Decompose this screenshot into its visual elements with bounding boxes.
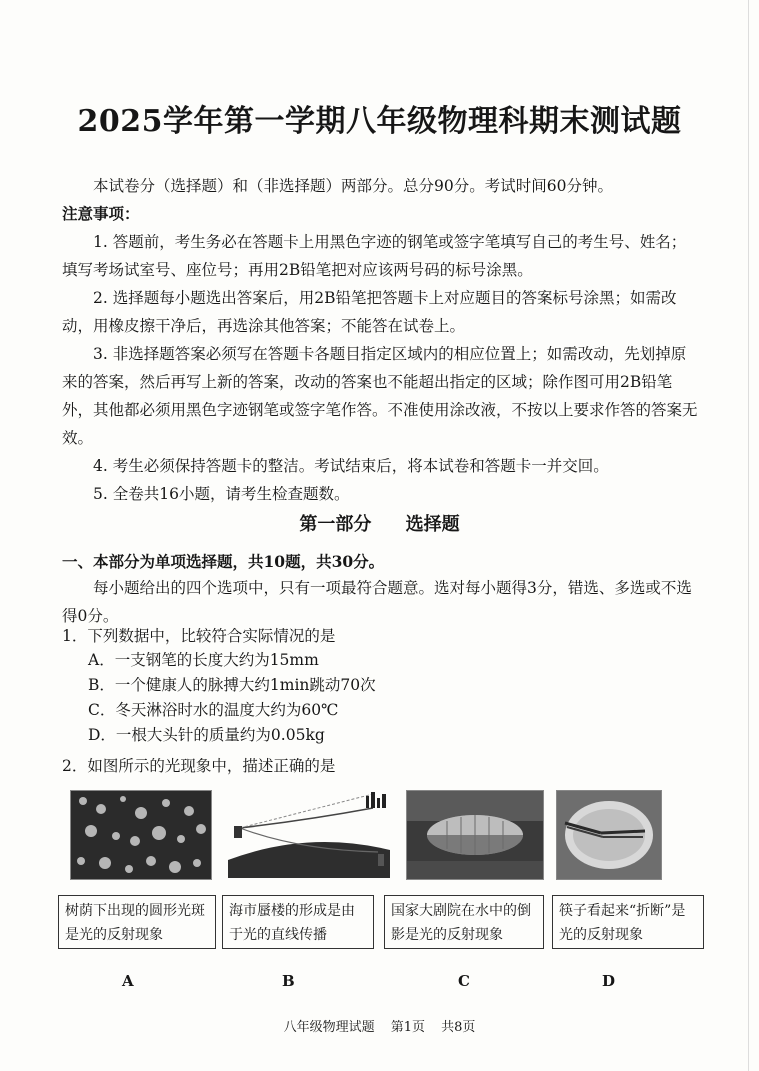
figure-d-label: D — [602, 972, 616, 990]
question-1-option-c: C．冬天淋浴时水的温度大约为60℃ — [88, 701, 339, 719]
figure-c-grand-theatre-photo — [406, 790, 544, 880]
footer-total: 共8页 — [441, 1020, 476, 1035]
figure-d-caption: 筷子看起来“折断”是光的反射现象 — [552, 895, 704, 949]
figure-a-caption: 树荫下出现的圆形光斑是光的反射现象 — [58, 895, 216, 949]
question-1-option-b: B．一个健康人的脉搏大约1min跳动70次 — [88, 676, 376, 694]
exam-title: 2025学年第一学期八年级物理科期末测试题 — [77, 104, 682, 139]
figure-b-caption: 海市蜃楼的形成是由于光的直线传播 — [222, 895, 374, 949]
note-item-4: 4. 考生必须保持答题卡的整洁。考试结束后，将本试卷和答题卡一并交回。 — [93, 457, 609, 475]
section-description: 每小题给出的四个选项中，只有一项最符合题意。选对每小题得3分，错选、多选或不选得0分。 — [62, 579, 692, 625]
exam-intro: 本试卷分（选择题）和（非选择题）两部分。总分90分。考试时间60分钟。 — [93, 177, 613, 195]
question-1-stem: 1．下列数据中，比较符合实际情况的是 — [62, 627, 336, 645]
part-name: 选择题 — [405, 514, 460, 535]
part-heading — [0, 510, 759, 536]
page-edge-divider — [748, 0, 749, 1071]
notes-heading: 注意事项： — [62, 204, 140, 223]
figure-c-label: C — [458, 972, 470, 990]
note-item-1: 1. 答题前，考生务必在答题卡上用黑色字迹的钢笔或签字笔填写自己的考生号、姓名；填写考场试室号、座位号；再用2B铅笔把对应该两号码的标号涂黑。 — [62, 233, 687, 279]
figure-b-mirage-diagram — [228, 790, 390, 878]
question-1-option-a: A．一支钢笔的长度大约为15mm — [88, 651, 319, 669]
footer-subject: 八年级物理试题 — [283, 1020, 375, 1035]
part-label: 第一部分 — [299, 514, 372, 535]
footer-page: 第1页 — [390, 1020, 425, 1035]
figure-c-caption: 国家大剧院在水中的倒影是光的反射现象 — [384, 895, 544, 949]
note-item-5: 5. 全卷共16小题，请考生检查题数。 — [93, 485, 350, 503]
note-item-2: 2. 选择题每小题选出答案后，用2B铅笔把答题卡上对应题目的答案标号涂黑；如需改动，用橡皮擦干净后，再选涂其他答案；不能答在试卷上。 — [62, 289, 677, 335]
figure-a-tree-shade-photo — [70, 790, 212, 880]
page-footer — [0, 1016, 759, 1035]
question-2-stem: 2．如图所示的光现象中，描述正确的是 — [62, 757, 336, 775]
question-1-option-d: D．一根大头针的质量约为0.05kg — [88, 726, 325, 744]
figure-d-chopsticks-photo — [556, 790, 662, 880]
note-item-3: 3. 非选择题答案必须写在答题卡各题目指定区域内的相应位置上；如需改动，先划掉原来的答案，然后再写上新的答案，改动的答案也不能超出指定的区域；除作图可用2B铅笔外，其他都必须用黑色字迹钢笔或签字笔作答。不准使用涂改液，不按以上要求作答的答案无效。 — [62, 345, 698, 447]
figure-b-label: B — [282, 972, 295, 990]
section-heading: 一、本部分为单项选择题，共10题，共30分。 — [62, 552, 385, 571]
figure-a-label: A — [122, 972, 134, 990]
